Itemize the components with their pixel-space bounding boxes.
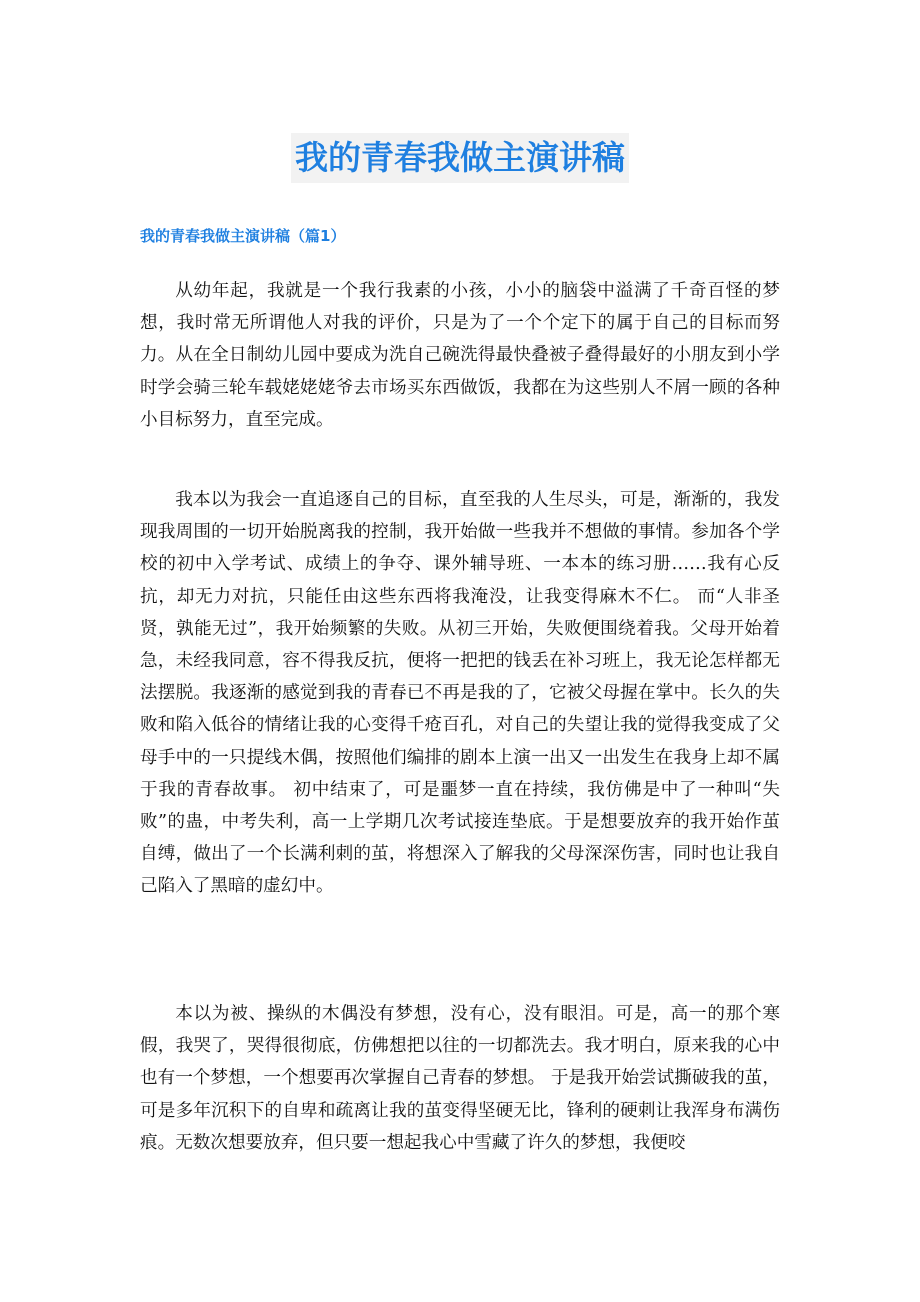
title-container: [0, 133, 920, 183]
body-paragraph-1: 从幼年起，我就是一个我行我素的小孩，小小的脑袋中溢满了千奇百怪的梦想，我时常无所谓他人对我的评价，只是为了一个个定下的属于自己的目标而努力。从在全日制幼儿园中要成为洗自己碗洗得最快叠被子叠得最好的小朋友到小学时学会骑三轮车载姥姥姥爷去市场买东西做饭，我都在为这些别人不屑一顾的各种小目标努力，直至完成。: [140, 281, 780, 430]
page-title: 我的青春我做主演讲稿: [291, 133, 629, 183]
body-paragraph-2: 我本以为我会一直追逐自己的目标，直至我的人生尽头，可是，渐渐的，我发现我周围的一切开始脱离我的控制，我开始做一些我并不想做的事情。参加各个学校的初中入学考试、成绩上的争夺、课外辅导班、一本本的练习册……我有心反抗，却无力对抗，只能任由这些东西将我淹没，让我变得麻木不仁。 而“人非圣贤，孰能无过”，我开始频繁的失败。从初三开始，失败便围绕着我。父母开始着急，未经我同意，容不得我反抗，便将一把把的钱丢在补习班上，我无论怎样都无法摆脱。我逐渐的感觉到我的青春已不再是我的了，它被父母握在掌中。长久的失败和陷入低谷的情绪让我的心变得千疮百孔，对自己的失望让我的觉得我变成了父母手中的一只提线木偶，按照他们编排的剧本上演一出又一出发生在我身上却不属于我的青春故事。 初中结束了，可是噩梦一直在持续，我仿佛是中了一种叫“失败”的蛊，中考失利，高一上学期几次考试接连垫底。于是想要放弃的我开始作茧自缚，做出了一个长满利刺的茧，将想深入了解我的父母深深伤害，同时也让我自己陷入了黑暗的虚幻中。: [140, 490, 780, 897]
body-paragraph-3: 本以为被、操纵的木偶没有梦想，没有心，没有眼泪。可是，高一的那个寒假，我哭了，哭得很彻底，仿佛想把以往的一切都洗去。我才明白，原来我的心中也有一个梦想，一个想要再次掌握自己青春的梦想。 于是我开始尝试撕破我的茧，可是多年沉积下的自卑和疏离让我的茧变得坚硬无比，锋利的硬刺让我浑身布满伤痕。无数次想要放弃，但只要一想起我心中雪藏了许久的梦想，我便咬: [140, 1004, 780, 1153]
section-heading: 我的青春我做主演讲稿（篇1）: [140, 227, 346, 245]
